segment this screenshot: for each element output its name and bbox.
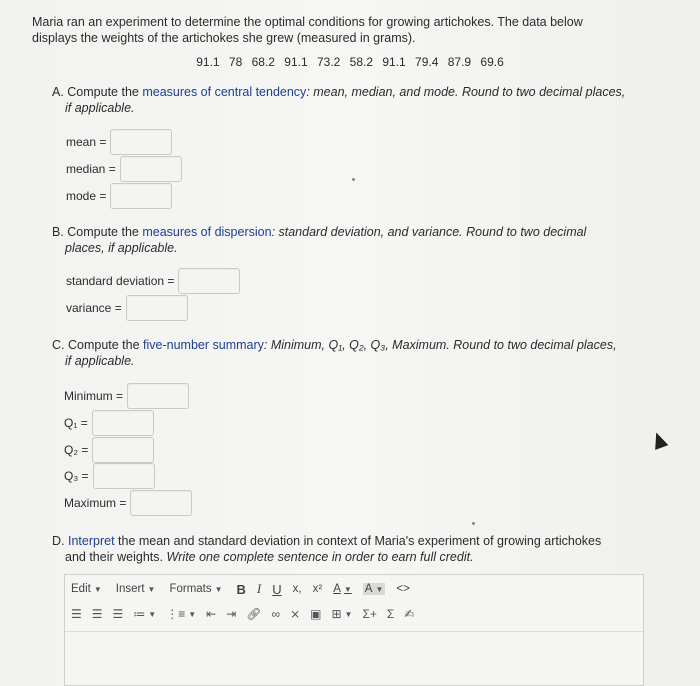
part-c-question: C. Compute the five-number summary: Minimum, Q₁, Q₂, Q₃, Maximum. Round to two decimal places, if applicable.: [52, 338, 617, 368]
mouse-cursor-icon: [650, 430, 669, 450]
q1-row: [64, 410, 154, 436]
image-icon[interactable]: ▣: [310, 607, 322, 621]
outdent-icon[interactable]: ⇤: [206, 607, 217, 621]
minimum-row: [64, 383, 189, 409]
part-c-highlight: five-number summary: [143, 338, 264, 352]
underline-button[interactable]: U: [272, 581, 282, 597]
handwriting-icon[interactable]: ✍: [404, 607, 415, 621]
median-input[interactable]: [120, 156, 182, 182]
edit-menu[interactable]: Edit ▼: [71, 583, 102, 595]
part-d-highlight: Interpret: [67, 534, 115, 548]
align-right-icon[interactable]: ☰: [112, 607, 124, 621]
sd-label: standard deviation =: [66, 274, 175, 288]
align-left-icon[interactable]: ☰: [71, 607, 82, 621]
q3-label: Q₃ =: [64, 469, 89, 483]
intro-line-1: Maria ran an experiment to determine the optimal conditions for growing artichokes. The data below: [32, 15, 583, 29]
q3-input[interactable]: [93, 463, 155, 489]
align-center-icon[interactable]: ☰: [91, 607, 103, 621]
maximum-label: Maximum =: [64, 496, 127, 510]
unlink-icon[interactable]: ⨯: [290, 607, 301, 621]
background-color-button[interactable]: A ▼: [364, 583, 384, 595]
sd-input[interactable]: [178, 268, 240, 294]
editor-toolbar-bottom: [71, 607, 424, 621]
superscript-button[interactable]: x²: [312, 583, 323, 595]
intro-line-2: displays the weights of the artichokes she grew (measured in grams).: [32, 31, 416, 45]
q2-input[interactable]: [92, 437, 154, 463]
indent-icon[interactable]: ⇥: [226, 607, 237, 621]
code-button[interactable]: <>: [396, 583, 410, 595]
part-a-highlight: measures of central tendency: [142, 85, 307, 99]
table-icon[interactable]: ⊞ ▼: [331, 607, 353, 621]
q2-row: [64, 437, 154, 463]
numbered-list-icon[interactable]: ⋮≡ ▼: [166, 607, 197, 621]
insert-menu[interactable]: Insert ▼: [115, 583, 156, 595]
mode-row: [66, 183, 172, 209]
chevron-down-icon: ▼: [93, 584, 102, 594]
minimum-label: Minimum =: [64, 389, 124, 403]
bullet-list-icon[interactable]: ≔ ▼: [133, 607, 157, 621]
q3-row: [64, 463, 155, 489]
link-icon[interactable]: 🔗︎: [246, 607, 262, 621]
q1-input[interactable]: [92, 410, 154, 436]
mean-input[interactable]: [110, 129, 172, 155]
part-a-question: A. Compute the measures of central tendency: mean, median, and mode. Round to two decimal places, if applicable.: [52, 85, 626, 115]
minimum-input[interactable]: [127, 383, 189, 409]
mode-label: mode =: [66, 189, 107, 203]
bold-button[interactable]: B: [236, 581, 246, 597]
chevron-down-icon: ▼: [147, 584, 156, 594]
rich-text-editor[interactable]: [64, 574, 644, 686]
part-b-question: B. Compute the measures of dispersion: standard deviation, and variance. Round to two decimal places, if applicable.: [52, 225, 587, 255]
variance-row: [66, 295, 188, 321]
italic-button[interactable]: I: [256, 581, 262, 596]
chain-icon[interactable]: ∞: [271, 607, 281, 621]
chevron-down-icon: ▼: [375, 584, 384, 594]
chevron-down-icon: ▼: [214, 584, 223, 594]
problem-intro: [32, 14, 652, 46]
stray-dot: [352, 178, 355, 181]
median-row: [66, 156, 182, 182]
part-d-question: D. Interpret the mean and standard deviation in context of Maria's experiment of growing artichokes and their weights. Write one complete sentence in order to earn full credit.: [52, 534, 602, 564]
sigma-button[interactable]: Σ: [386, 607, 395, 621]
subscript-button[interactable]: x,: [292, 583, 302, 595]
q2-label: Q₂ =: [64, 443, 89, 457]
sigma-plus-button[interactable]: Σ+: [362, 607, 377, 621]
stray-dot: [472, 522, 475, 525]
median-label: median =: [66, 162, 116, 176]
chevron-down-icon: ▼: [343, 584, 352, 594]
editor-toolbar-top: [71, 581, 421, 597]
data-values: 91.1 78 68.2 91.1 73.2 58.2 91.1 79.4 87.9 69.6: [196, 55, 504, 69]
mean-label: mean =: [66, 135, 107, 149]
variance-label: variance =: [66, 301, 122, 315]
editor-divider: [65, 631, 643, 632]
mean-row: [66, 129, 172, 155]
maximum-input[interactable]: [130, 490, 192, 516]
formats-menu[interactable]: Formats ▼: [169, 583, 223, 595]
q1-label: Q₁ =: [64, 416, 88, 430]
font-color-button[interactable]: A ▼: [333, 583, 352, 595]
mode-input[interactable]: [110, 183, 172, 209]
sd-row: [66, 268, 240, 294]
part-b-highlight: measures of dispersion: [142, 225, 272, 239]
variance-input[interactable]: [126, 295, 188, 321]
maximum-row: [64, 490, 192, 516]
